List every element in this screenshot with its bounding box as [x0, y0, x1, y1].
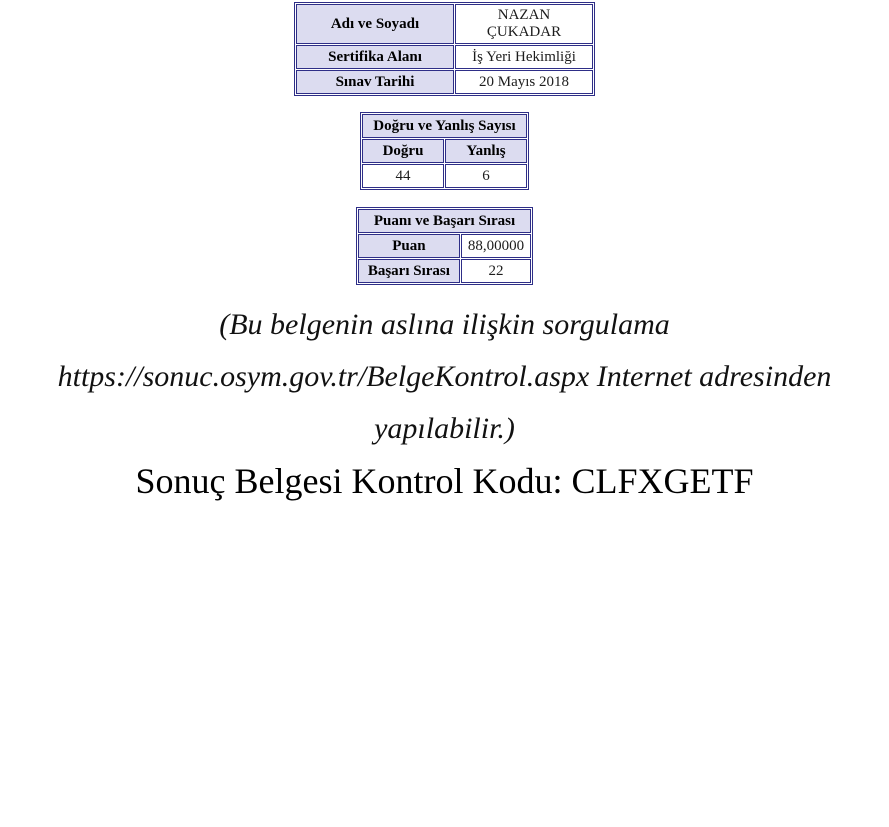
score-value: 88,00000 [461, 234, 531, 258]
control-code-line: Sonuç Belgesi Kontrol Kodu: CLFXGETF [135, 461, 754, 501]
table-row [358, 209, 531, 233]
wrong-count-value: 6 [445, 164, 527, 188]
exam-date-value: 20 Mayıs 2018 [455, 70, 593, 94]
candidate-name-label: Adı ve Soyadı [296, 4, 454, 44]
score-rank-table [356, 207, 533, 285]
table-row [296, 70, 593, 94]
correct-wrong-table-title: Doğru ve Yanlış Sayısı [362, 114, 527, 138]
exam-date-label: Sınav Tarihi [296, 70, 454, 94]
table-row [358, 234, 531, 258]
verification-note: (Bu belgenin aslına ilişkin sorgulama https://sonuc.osym.gov.tr/BelgeKontrol.aspx Internet adresinden yapılabilir.) [57, 308, 832, 445]
certificate-field-value: İş Yeri Hekimliği [455, 45, 593, 69]
table-row [362, 164, 527, 188]
wrong-column-header: Yanlış [445, 139, 527, 163]
rank-label: Başarı Sırası [358, 259, 460, 283]
table-row [362, 114, 527, 138]
correct-wrong-table [360, 112, 529, 190]
rank-value: 22 [461, 259, 531, 283]
candidate-name-value: NAZAN ÇUKADAR [455, 4, 593, 44]
table-row [296, 45, 593, 69]
certificate-field-label: Sertifika Alanı [296, 45, 454, 69]
table-row [296, 4, 593, 44]
correct-count-value: 44 [362, 164, 444, 188]
candidate-info-table [294, 2, 595, 96]
table-row [362, 139, 527, 163]
correct-column-header: Doğru [362, 139, 444, 163]
table-row [358, 259, 531, 283]
score-label: Puan [358, 234, 460, 258]
score-rank-table-title: Puanı ve Başarı Sırası [358, 209, 531, 233]
